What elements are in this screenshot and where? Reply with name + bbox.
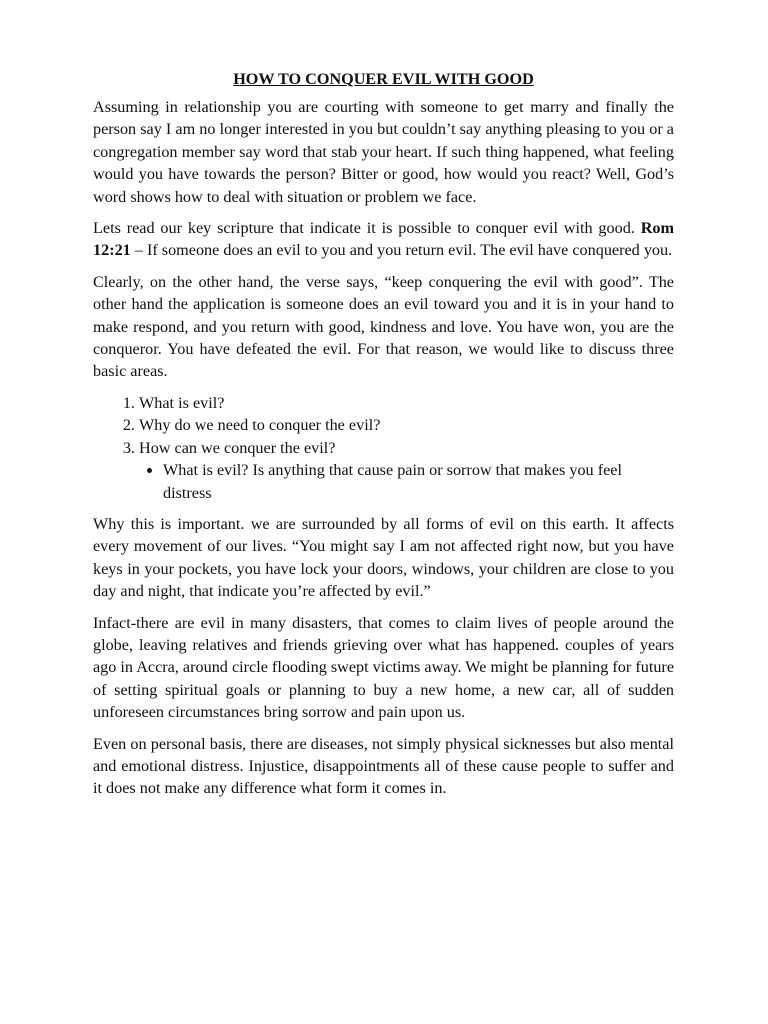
bullet-list [93, 459, 674, 504]
document-title: HOW TO CONQUER EVIL WITH GOOD [233, 70, 534, 88]
list-item: 3. How can we conquer the evil? [139, 437, 674, 459]
list-item: 2. Why do we need to conquer the evil? [139, 414, 674, 436]
question-list [93, 392, 674, 459]
paragraph-intro: Assuming in relationship you are courting with someone to get marry and finally the person say I am no longer interested in you but couldn’t say anything pleasing to you or a congregation member say word that stab your heart. If such thing happened, what feeling would you have towards the person? Bitter or good, how would you react? Well, God’s word shows how to deal with situation or problem we face. [93, 98, 674, 206]
scripture-reference: Rom 12:21 [93, 219, 674, 260]
document-page [93, 68, 674, 809]
paragraph-importance: Why this is important. we are surrounded by all forms of evil on this earth. It affects every movement of our lives. “You might say I am not affected right now, but you have keys in your pockets, you have lock your doors, windows, your children are close to you day and night, that indicate you’re affected by evil.” [93, 514, 674, 601]
paragraph-application: Clearly, on the other hand, the verse says, “keep conquering the evil with good”. The other hand the application is someone does an evil toward you and it is in your hand to make respond, and you return with good, kindness and love. You have won, you are the conqueror. You have defeated the evil. For that reason, we would like to discuss three basic areas. [93, 272, 674, 381]
key-scripture-intro: Lets read our key scripture that indicate it is possible to conquer evil with good. [93, 219, 635, 238]
list-item: 1. What is evil? [139, 392, 674, 414]
paragraph-key-scripture [93, 217, 674, 262]
key-scripture-text: – If someone does an evil to you and you return evil. The evil have conquered you. [130, 241, 673, 260]
bullet-item: • What is evil? Is anything that cause pain or sorrow that makes you feel distress [163, 459, 674, 504]
paragraph-disasters: Infact-there are evil in many disasters, that comes to claim lives of people around the globe, leaving relatives and friends grieving over what has happened. couples of years ago in Accra, around circle flooding swept victims away. We might be planning for future of setting spiritual goals or planning to buy a new home, a new car, all of sudden unforeseen circumstances bring sorrow and pain upon us. [93, 613, 674, 722]
paragraph-personal: Even on personal basis, there are diseases, not simply physical sicknesses but also mental and emotional distress. Injustice, disappointments all of these cause people to suffer and it does not make any difference what form it comes in. [93, 734, 674, 798]
